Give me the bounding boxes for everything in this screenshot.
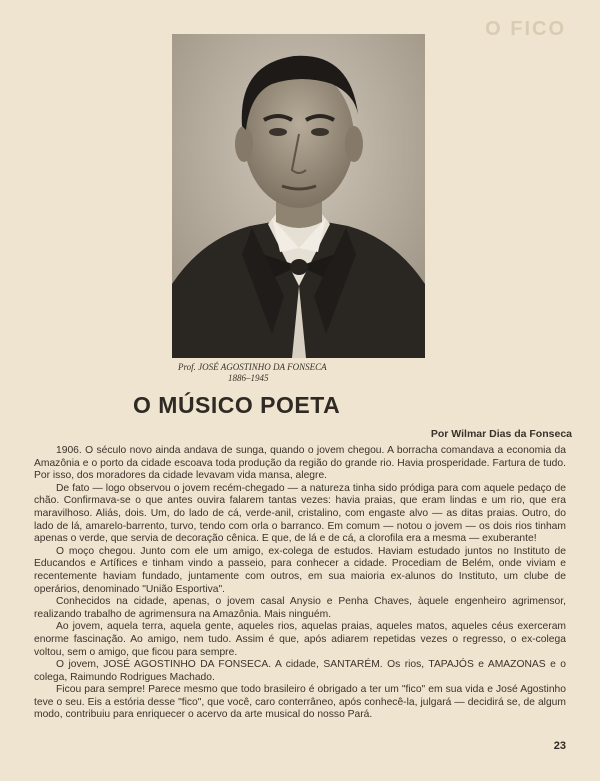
article-body bbox=[34, 445, 566, 722]
paragraph: O moço chegou. Junto com ele um amigo, ex-colega de estudos. Haviam estudado juntos no Instituto de Educandos e Artífices e tinham vindo a passeio, para conhecer a cidade. Procediam de Belém, onde viviam e recentemente haviam fundado, juntamente com outros, em sua maioria ex-alunos do Instituto, um clube de operários, denominado "União Esportiva". bbox=[34, 545, 566, 595]
page-number: 23 bbox=[553, 740, 566, 752]
paragraph: Conhecidos na cidade, apenas, o jovem casal Anysio e Penha Chaves, àquele engenheiro agrimensor, realizando trabalho de agrimensura na Amazônia. Mais ninguém. bbox=[34, 596, 566, 620]
article-byline: Por Wilmar Dias da Fonseca bbox=[430, 428, 572, 440]
article-title: O MÚSICO POETA bbox=[133, 392, 341, 418]
caption-name: Prof. JOSÉ AGOSTINHO DA FONSECA bbox=[178, 362, 327, 372]
paragraph: 1906. O século novo ainda andava de sunga, quando o jovem chegou. A borracha comandava a economia da Amazônia e o porto da cidade escoava toda produção da região do grande rio. Havia prosperidade. Fartura de tudo. Por isso, dos moradores da cidade levavam vida mansa, alegre. bbox=[34, 445, 566, 482]
paragraph: O jovem, JOSÉ AGOSTINHO DA FONSECA. A cidade, SANTARÉM. Os rios, TAPAJÓS e AMAZONAS e o colega, Raimundo Rodrigues Machado. bbox=[34, 659, 566, 683]
photo-caption bbox=[178, 362, 327, 384]
portrait-photo bbox=[172, 34, 425, 358]
paragraph: De fato — logo observou o jovem recém-chegado — a natureza tinha sido pródiga para com aquele pedaço de chão. Confirmava-se o que antes ouvira falarem tantas vezes: havia praias, que eram lindas e um rio, que era maravilhoso. Aliás, dois. Um, do lado de cá, verde-anil, cristalino, com engaste alvo — as ditas praias. Outro, do lado de lá, amarelo-barrento, turvo, tendo com orla o barranco. Em comum — notou o jovem — os dois rios tinham apenas o verde, que servia de decoração cênica. E que, de lá e de cá, a clorofila era a mesma — exuberante! bbox=[34, 482, 566, 545]
portrait-illustration bbox=[172, 34, 425, 358]
caption-years: 1886–1945 bbox=[228, 373, 269, 383]
paragraph: Ficou para sempre! Parece mesmo que todo brasileiro é obrigado a ter um "fico" em sua vida e José Agostinho teve o seu. Eis a estória desse "fico", que você, caro conterrâneo, após conhecê-la, julgará — decidirá se, de algum modo, contribuiu para enriquecer o acervo da arte musical do nosso Pará. bbox=[34, 684, 566, 721]
paragraph: Ao jovem, aquela terra, aquela gente, aqueles rios, aquelas praias, aqueles matos, aqueles céus exerceram enorme fascinação. Ao amigo, nem tudo. Assim é que, após adiarem repetidas vezes o regresso, o ex-colega voltou, sem o amigo, que ficou para sempre. bbox=[34, 621, 566, 658]
bleed-through-text: O FICO bbox=[485, 18, 566, 40]
